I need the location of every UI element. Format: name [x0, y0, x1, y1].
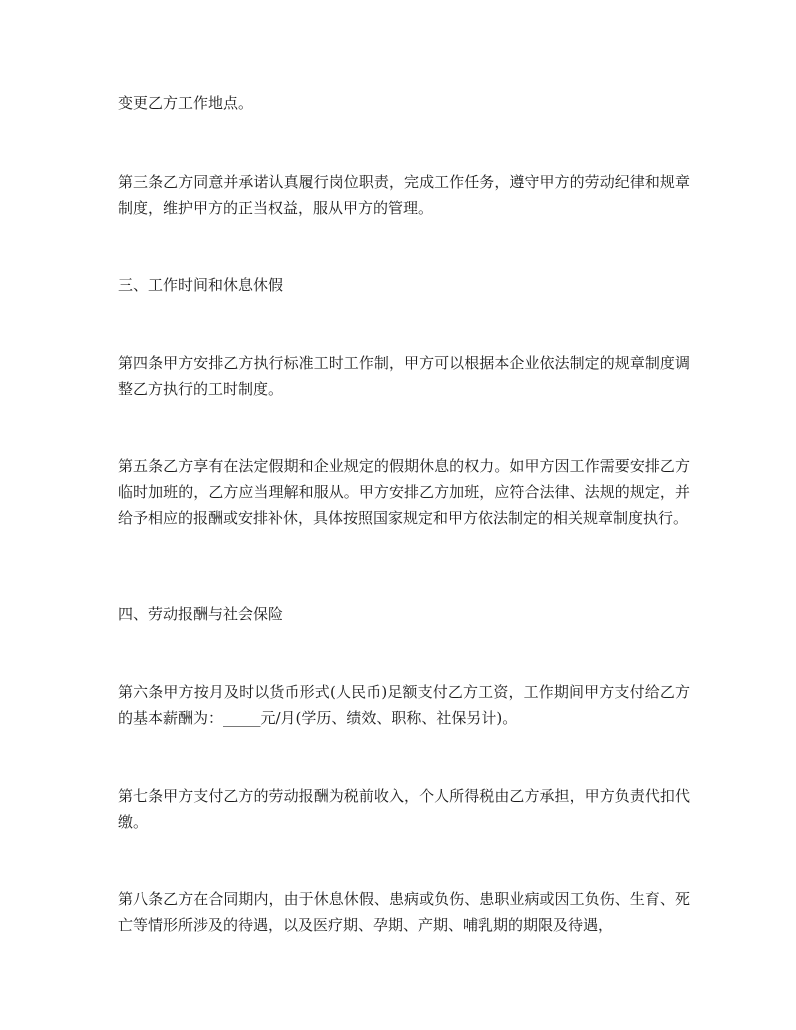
paragraph-1: 变更乙方工作地点。: [118, 94, 254, 112]
section-3-heading: 三、工作时间和休息休假: [118, 276, 284, 294]
article-5-paragraph: 第五条乙方享有在法定假期和企业规定的假期休息的权力。如甲方因工作需要安排乙方临时加班的，乙方应当理解和服从。甲方安排乙方加班，应符合法律、法规的规定，并给予相应的报酬或安排补休，具体按照国家规定和甲方依法制定的相关规章制度执行。: [118, 457, 690, 527]
article-3-paragraph: 第三条乙方同意并承诺认真履行岗位职责，完成工作任务，遵守甲方的劳动纪律和规章制度，维护甲方的正当权益，服从甲方的管理。: [118, 173, 690, 217]
article-6-paragraph: 第六条甲方按月及时以货币形式(人民币)足额支付乙方工资，工作期间甲方支付给乙方的基本薪酬为：_____元/月(学历、绩效、职称、社保另计)。: [118, 683, 690, 727]
article-8-paragraph: 第八条乙方在合同期内，由于休息休假、患病或负伤、患职业病或因工负伤、生育、死亡等情形所涉及的待遇，以及医疗期、孕期、产期、哺乳期的期限及待遇，: [118, 890, 690, 934]
article-7-paragraph: 第七条甲方支付乙方的劳动报酬为税前收入，个人所得税由乙方承担，甲方负责代扣代缴。: [118, 787, 690, 831]
article-4-paragraph: 第四条甲方安排乙方执行标准工时工作制，甲方可以根据本企业依法制定的规章制度调整乙方执行的工时制度。: [118, 354, 690, 398]
section-4-heading: 四、劳动报酬与社会保险: [118, 605, 284, 623]
